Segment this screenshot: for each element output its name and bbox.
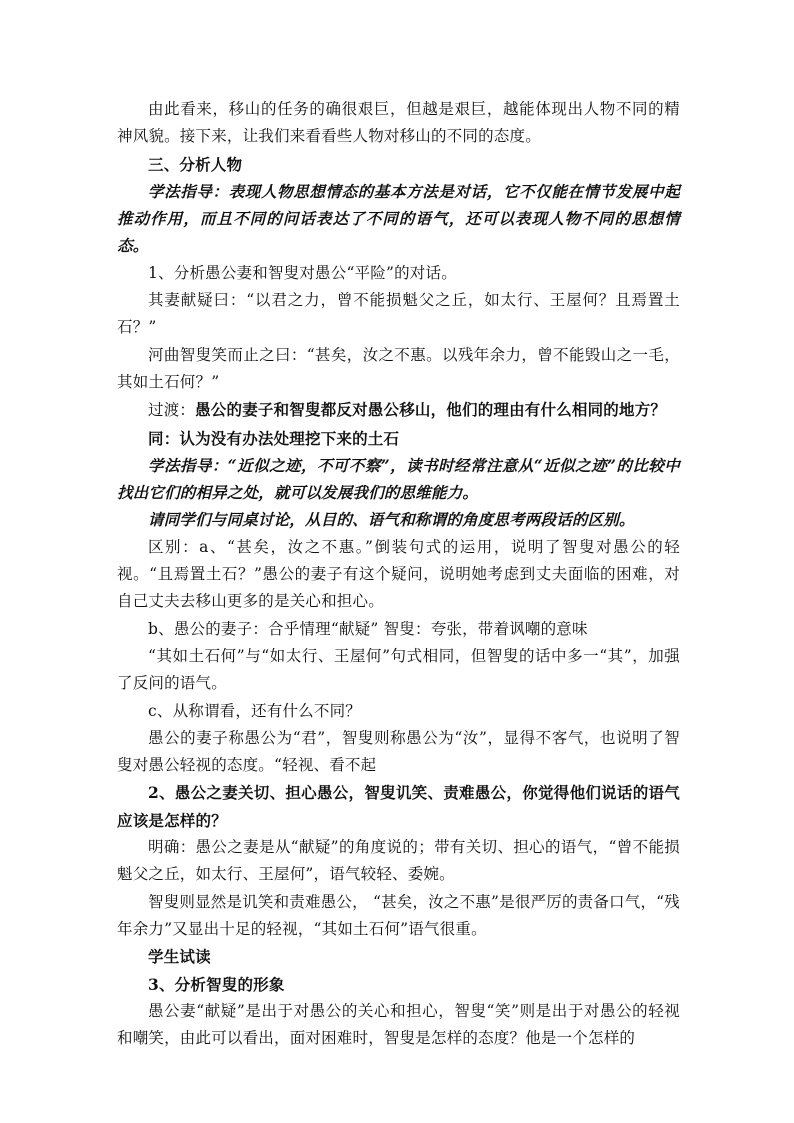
paragraph-answer-zhisou: 智叟则显然是讥笑和责难愚公， “甚矣，汝之不惠”是很严厉的责备口气，“残年余力”又显出十足的轻视，“其如土石何”语气很重。 <box>117 892 680 938</box>
transition-question: 愚公的妻子和智叟都反对愚公移山，他们的理由有什么相同的地方？ <box>195 400 667 420</box>
paragraph-student-reading: 学生试读 <box>148 947 211 967</box>
paragraph-task-2: 2、愚公之妻关切、担心愚公，智叟讥笑、责难愚公，你觉得他们说话的语气应该是怎样的？ <box>117 783 680 830</box>
transition-lead: 过渡： <box>148 401 196 420</box>
paragraph-difference-b: b、愚公的妻子：合乎情理“献疑” 智叟：夸张，带着讽嘲的意味 <box>148 619 588 638</box>
discussion-prompt: 请同学们与同桌讨论，从目的、语气和称谓的角度思考两段话的区别。 <box>148 510 635 530</box>
paragraph-difference-c: c、从称谓看，还有什么不同？ <box>148 701 361 720</box>
paragraph-difference-a: 区别：a、“甚矣，汝之不惠。”倒装句式的运用，说明了智叟对愚公的轻视。“且焉置土石？”愚公的妻子有这个疑问，说明她考虑到丈夫面临的困难，对自己丈夫去移山更多的是关心和担心。 <box>117 537 680 611</box>
quote-wife: 其妻献疑曰：“以君之力，曾不能损魁父之丘，如太行、王屋何？且焉置土石？” <box>117 291 680 337</box>
study-guide-similar: 学法指导：“近似之迹，不可不察”，读书时经常注意从“近似之迹”的比较中找出它们的相异之处，就可以发展我们的思维能力。 <box>117 455 680 503</box>
paragraph-address-terms: 愚公的妻子称愚公为“君”，智叟则称愚公为“汝”，显得不客气，也说明了智叟对愚公轻视的态度。“轻视、看不起 <box>117 728 680 775</box>
paragraph-sentence-pattern: “其如土石何”与“如太行、王屋何”句式相同，但智叟的话中多一“其”，加强了反问的语气。 <box>117 646 680 693</box>
paragraph-intro: 由此看来，移山的任务的确很艰巨，但越是艰巨，越能体现出人物不同的精神风貌。接下来，让我们来看看些人物对移山的不同的态度。 <box>117 100 680 146</box>
paragraph-common-reason: 同：认为没有办法处理挖下来的土石 <box>148 428 400 448</box>
paragraph-task-1: 1、分析愚公妻和智叟对愚公“平险”的对话。 <box>148 263 457 282</box>
study-guide-dialogue: 学法指导：表现人物思想情态的基本方法是对话，它不仅能在情节发展中起推动作用，而且不同的问话表达了不同的语气，还可以表现人物不同的思想情态。 <box>117 181 680 256</box>
paragraph-zhisou-image: 愚公妻“献疑”是出于对愚公的关心和担心，智叟“笑”则是出于对愚公的轻视和嘲笑，由此可以看出，面对困难时，智叟是怎样的态度？他是一个怎样的 <box>117 1001 680 1048</box>
paragraph-answer-wife: 明确：愚公之妻是从“献疑”的角度说的；带有关切、担心的语气，“曾不能损魁父之丘，如太行、王屋何”，语气较轻、委婉。 <box>117 838 680 884</box>
quote-zhisou: 河曲智叟笑而止之曰：“甚矣，汝之不惠。以残年余力，曾不能毁山之一毛，其如土石何？” <box>117 345 680 391</box>
paragraph-transition <box>117 396 680 424</box>
document-page <box>117 96 680 1052</box>
section-heading-analyze-characters: 三、分析人物 <box>148 154 243 174</box>
paragraph-task-3: 3、分析智叟的形象 <box>148 974 285 994</box>
